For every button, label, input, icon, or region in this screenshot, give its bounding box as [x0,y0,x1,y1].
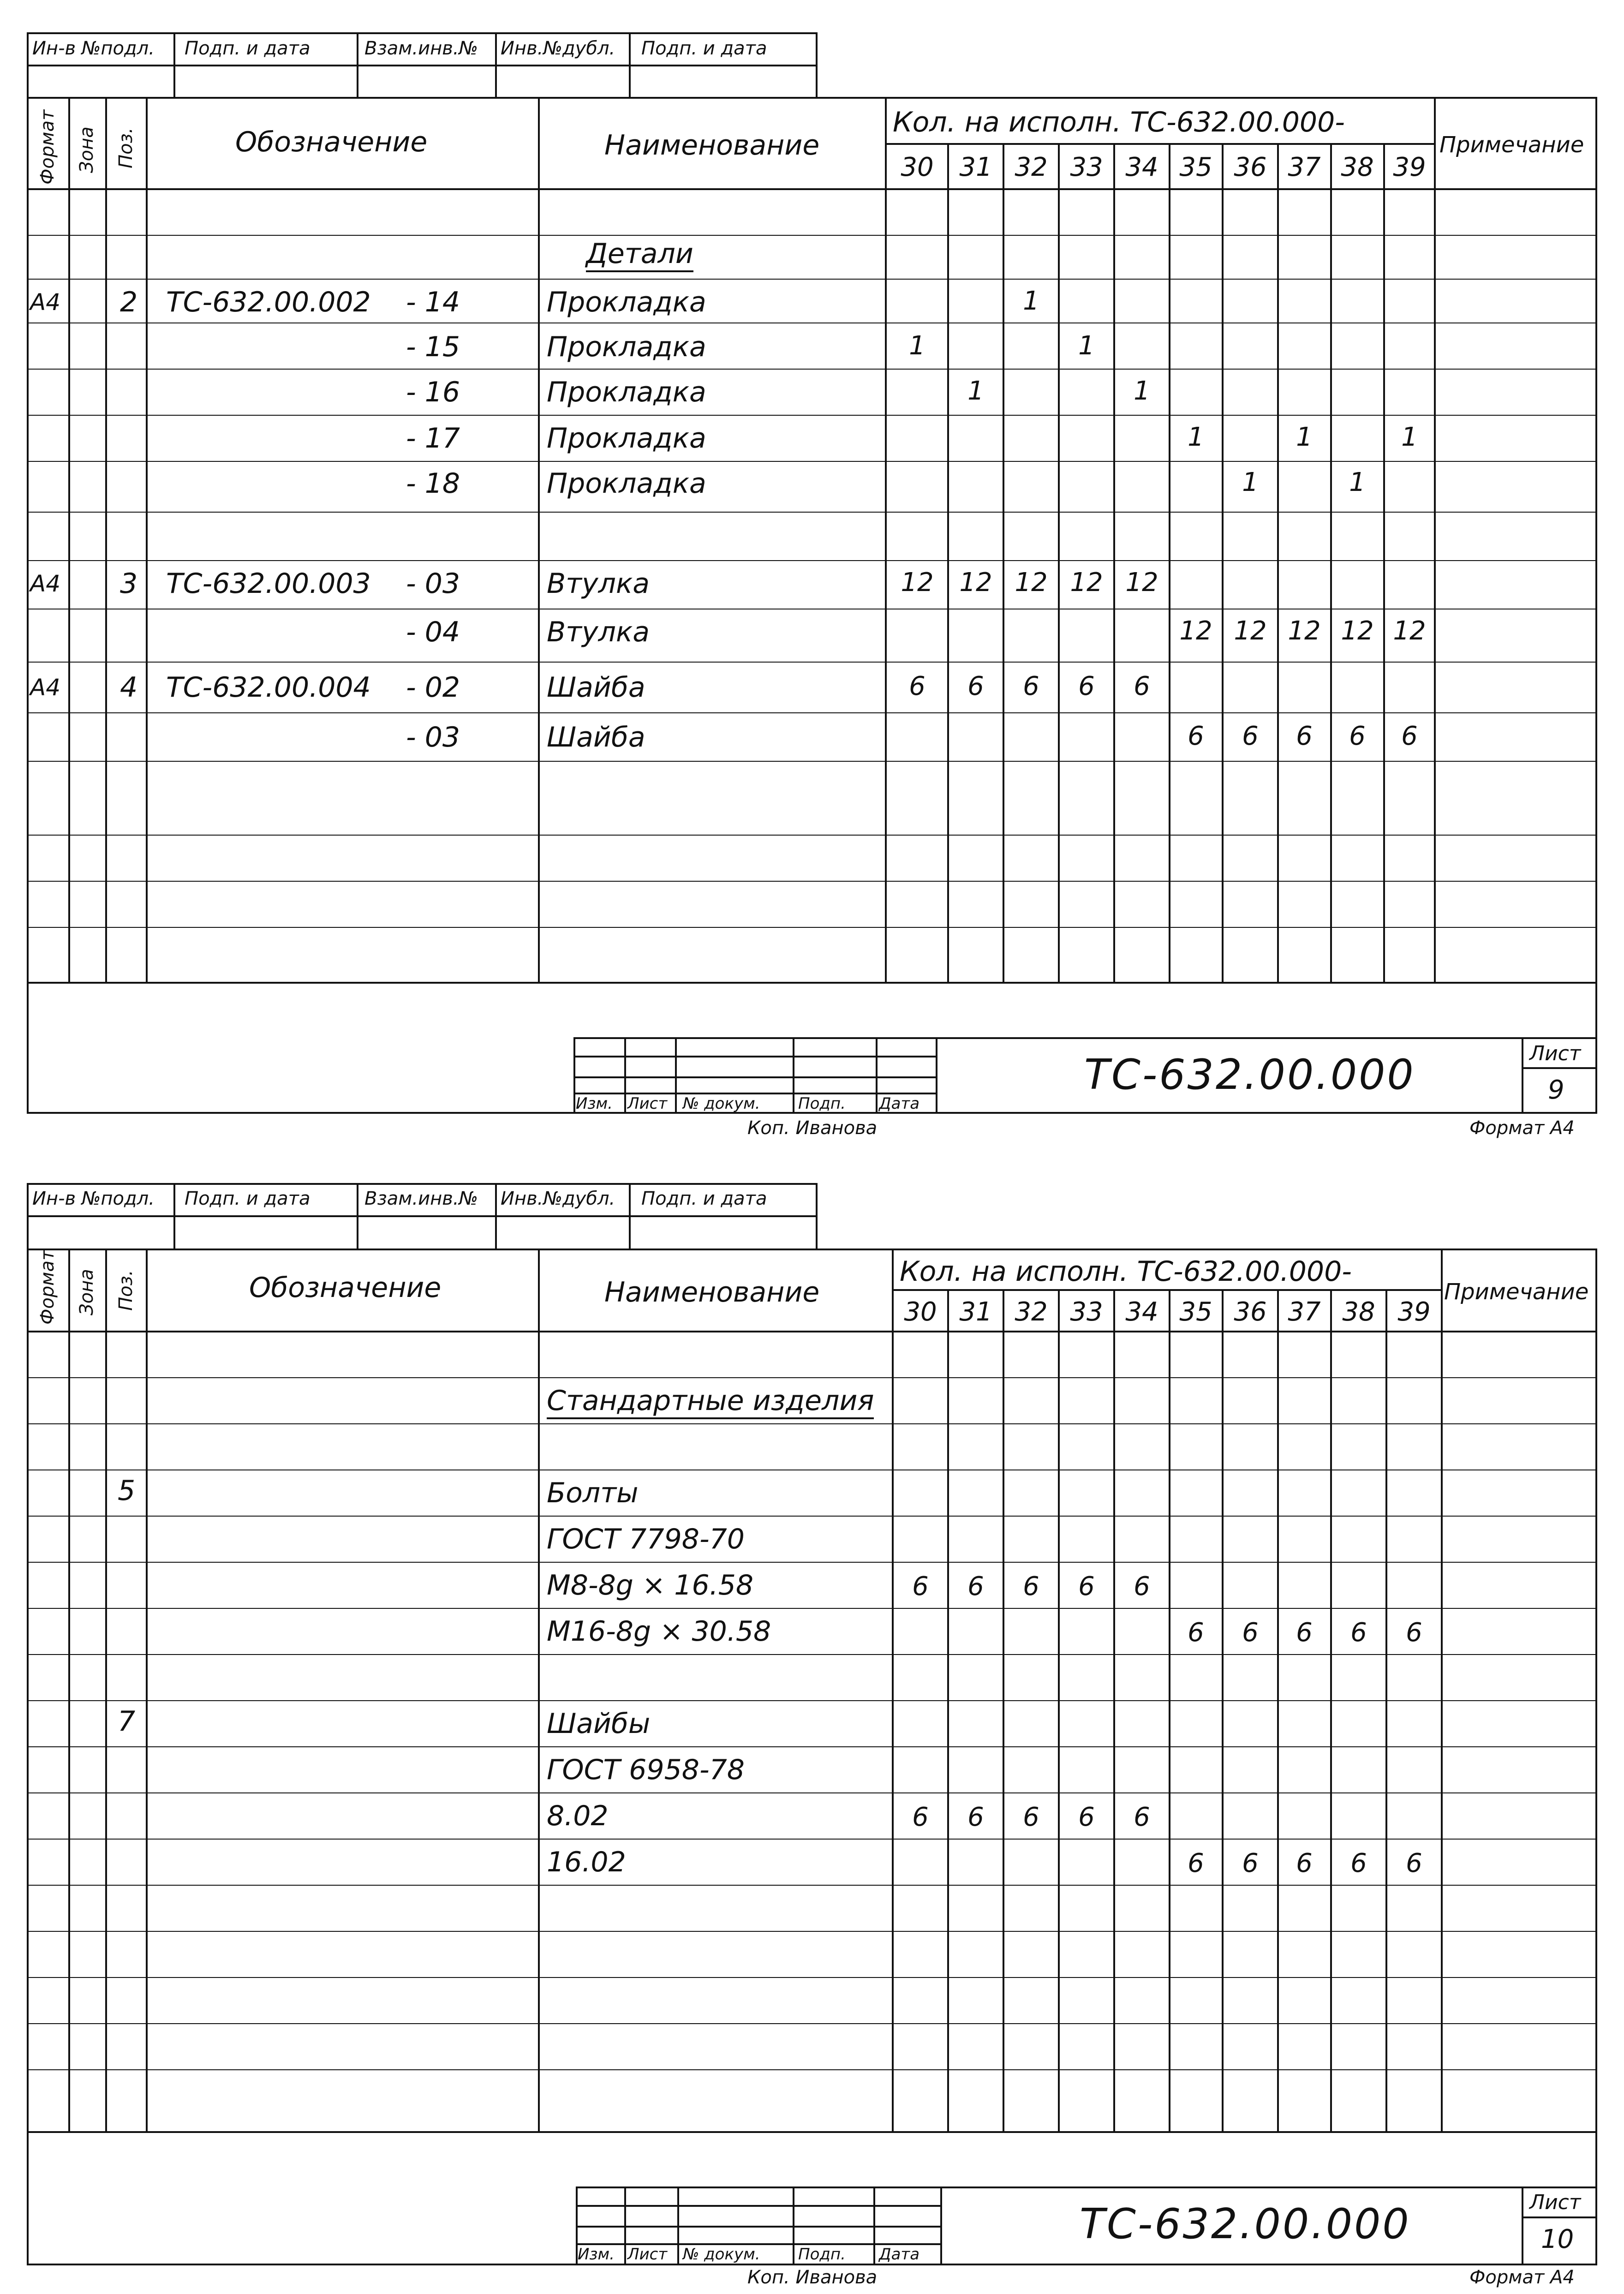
qty-cell: 12 [1179,616,1212,646]
qty-cell: 1 [1242,467,1259,497]
qty-cell: 6 [967,1802,984,1832]
tb-date: Дата [879,2245,920,2264]
header-format: Формат [37,1249,58,1325]
qty-cell: 6 [1188,1618,1204,1648]
qty-cell: 6 [1349,721,1366,751]
row-name: Прокладка [547,376,706,408]
qty-cell: 1 [1349,467,1366,497]
qty-cell: 6 [1350,1618,1367,1648]
row-suffix: - 03 [406,721,460,753]
row-name: Прокладка [547,331,706,363]
row-designation: ТС-632.00.004 [166,671,371,704]
row-name: Шайба [547,721,645,753]
variant-34: 34 [1125,152,1158,182]
qty-cell: 12 [1393,616,1426,646]
qty-cell: 6 [1188,721,1204,751]
sheet-number: 9 [1548,1075,1564,1105]
row-suffix: - 02 [406,671,460,704]
row-pos: 3 [120,568,138,600]
variant-32: 32 [1015,1297,1048,1327]
qty-cell: 1 [1134,376,1150,406]
qty-cell: 1 [1296,422,1313,452]
doc-number: ТС-632.00.000 [1084,1051,1415,1099]
variant-33: 33 [1070,1297,1103,1327]
qty-cell: 12 [1015,568,1048,597]
header-quantity: Кол. на исполн. ТС-632.00.000- [893,106,1345,138]
qty-cell: 6 [1296,1618,1313,1648]
qty-cell: 6 [1134,1802,1150,1832]
tb-sheet: Лист [627,2245,668,2264]
stamp-dup-inv: Инв.№дубл. [501,38,615,59]
format-label: Формат А4 [1469,2267,1575,2288]
header-format: Формат [37,109,58,185]
qty-cell: 6 [967,671,984,701]
sheet-number: 10 [1541,2224,1574,2254]
row-suffix: - 03 [406,568,460,600]
tb-date: Дата [879,1094,920,1113]
stamp-inv-no: Ин-в №подл. [32,38,155,59]
variant-35: 35 [1179,152,1212,182]
tb-change: Изм. [576,1094,613,1113]
stamp-sign-date: Подп. и дата [185,38,310,59]
row-format: А4 [30,289,61,316]
variant-34: 34 [1125,1297,1158,1327]
header-note: Примечание [1444,1279,1589,1305]
copied-by: Коп. Иванова [747,2267,878,2288]
variant-39: 39 [1397,1297,1431,1327]
tb-doc-no: № докум. [683,1094,760,1113]
qty-cell: 6 [912,1571,929,1601]
row-pos: 4 [120,671,138,704]
variant-31: 31 [959,1297,992,1327]
qty-cell: 6 [1296,1848,1313,1878]
variant-36: 36 [1234,1297,1267,1327]
spec-sheet-2 [0,1147,1624,2294]
format-label: Формат А4 [1469,1117,1575,1139]
qty-cell: 12 [1234,616,1267,646]
header-pos: Поз. [115,127,137,168]
row-name: Втулка [547,568,650,600]
qty-cell: 6 [1242,721,1259,751]
header-pos: Поз. [115,1270,137,1311]
section-title: Детали [586,240,693,272]
row-designation: ТС-632.00.003 [166,568,371,600]
stamp-inv-no: Ин-в №подл. [32,1188,155,1209]
row-name: Шайба [547,671,645,704]
stamp-replace-inv: Взам.инв.№ [364,1188,478,1209]
qty-cell: 6 [1023,1571,1039,1601]
header-note: Примечание [1439,132,1584,158]
row-name: М16-8g × 30.58 [547,1615,771,1648]
variant-36: 36 [1234,152,1267,182]
qty-cell: 6 [912,1802,929,1832]
section-title: Стандартные изделия [547,1387,874,1419]
qty-cell: 6 [1406,1848,1422,1878]
qty-cell: 6 [1350,1848,1367,1878]
qty-cell: 6 [967,1571,984,1601]
stamp-sign-date: Подп. и дата [185,1188,310,1209]
row-name: Болты [547,1477,639,1509]
doc-number: ТС-632.00.000 [1080,2200,1411,2248]
qty-cell: 12 [1341,616,1374,646]
row-name: Прокладка [547,422,706,454]
sheet-label: Лист [1529,2191,1581,2214]
tb-signature: Подп. [798,2245,846,2264]
qty-cell: 1 [1401,422,1418,452]
row-suffix: - 04 [406,616,460,648]
variant-38: 38 [1342,1297,1375,1327]
row-name: М8-8g × 16.58 [547,1569,754,1601]
qty-cell: 12 [1125,568,1158,597]
header-zone: Зона [76,1269,97,1315]
row-designation: ТС-632.00.002 [166,286,371,318]
row-suffix: - 17 [406,422,460,454]
qty-cell: 1 [1023,286,1039,316]
row-name: ГОСТ 6958-78 [547,1754,745,1786]
row-pos: 7 [118,1705,136,1738]
row-suffix: - 16 [406,376,460,408]
qty-cell: 6 [1078,671,1095,701]
qty-cell: 6 [1406,1618,1422,1648]
qty-cell: 6 [1134,671,1150,701]
row-pos: 5 [118,1475,136,1507]
qty-cell: 1 [1188,422,1204,452]
qty-cell: 6 [1023,1802,1039,1832]
variant-30: 30 [901,152,934,182]
variant-32: 32 [1015,152,1048,182]
qty-cell: 6 [1242,1848,1259,1878]
qty-cell: 6 [1078,1802,1095,1832]
row-name: 8.02 [547,1800,609,1832]
header-zone: Зона [76,126,97,173]
qty-cell: 6 [1134,1571,1150,1601]
header-quantity: Кол. на исполн. ТС-632.00.000- [900,1255,1352,1288]
qty-cell: 1 [1078,331,1095,361]
header-designation: Обозначение [235,126,428,158]
qty-cell: 12 [901,568,934,597]
qty-cell: 6 [1401,721,1418,751]
row-format: А4 [30,674,61,701]
variant-37: 37 [1288,1297,1321,1327]
qty-cell: 1 [909,331,925,361]
header-name: Наименование [604,1276,820,1308]
qty-cell: 6 [1242,1618,1259,1648]
row-format: А4 [30,570,61,597]
qty-cell: 6 [1023,671,1039,701]
tb-sheet: Лист [627,1094,668,1113]
row-name: ГОСТ 7798-70 [547,1523,745,1555]
qty-cell: 6 [1188,1848,1204,1878]
qty-cell: 12 [1070,568,1103,597]
qty-cell: 12 [959,568,992,597]
row-suffix: - 14 [406,286,460,318]
variant-31: 31 [959,152,992,182]
header-name: Наименование [604,129,820,161]
variant-38: 38 [1341,152,1374,182]
row-name: Прокладка [547,467,706,500]
row-suffix: - 15 [406,331,460,363]
variant-33: 33 [1070,152,1103,182]
header-designation: Обозначение [249,1272,442,1304]
row-name: Прокладка [547,286,706,318]
qty-cell: 6 [1296,721,1313,751]
qty-cell: 1 [967,376,984,406]
stamp-dup-inv: Инв.№дубл. [501,1188,615,1209]
stamp-sign-date-2: Подп. и дата [641,38,767,59]
qty-cell: 6 [909,671,925,701]
variant-37: 37 [1288,152,1321,182]
sheet-label: Лист [1529,1042,1581,1065]
row-pos: 2 [120,286,138,318]
tb-signature: Подп. [798,1094,846,1113]
qty-cell: 12 [1288,616,1321,646]
variant-39: 39 [1393,152,1426,182]
row-name: 16.02 [547,1846,626,1878]
stamp-replace-inv: Взам.инв.№ [364,38,478,59]
copied-by: Коп. Иванова [747,1117,878,1139]
tb-doc-no: № докум. [683,2245,760,2264]
row-suffix: - 18 [406,467,460,500]
qty-cell: 6 [1078,1571,1095,1601]
tb-change: Изм. [578,2245,615,2264]
stamp-sign-date-2: Подп. и дата [641,1188,767,1209]
row-name: Шайбы [547,1708,651,1740]
variant-30: 30 [904,1297,937,1327]
variant-35: 35 [1179,1297,1212,1327]
row-name: Втулка [547,616,650,648]
